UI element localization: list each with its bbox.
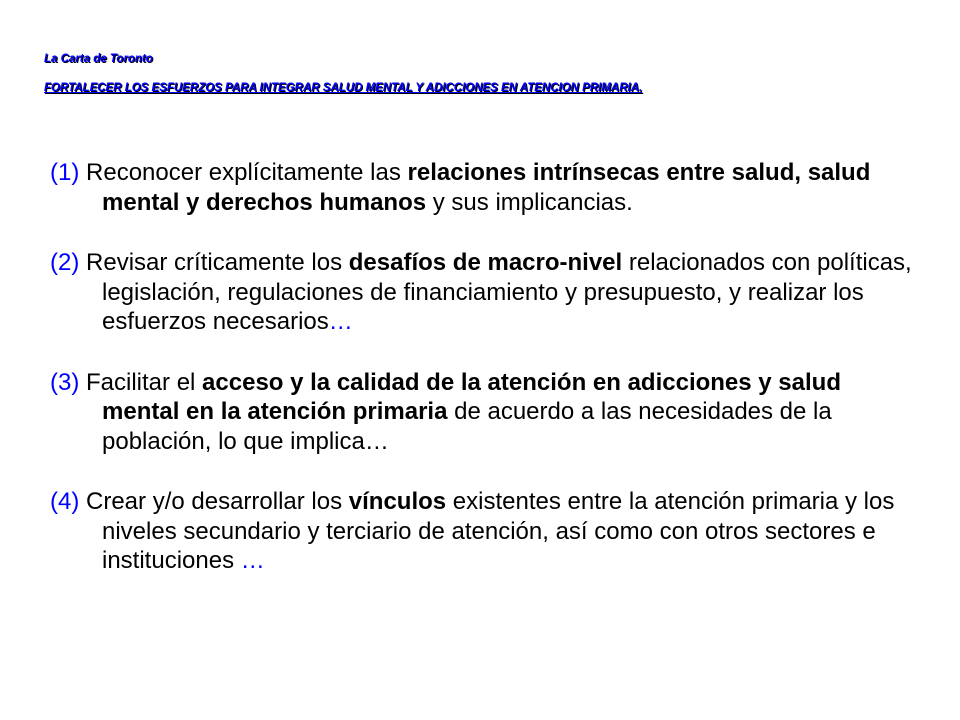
item-ellipsis: … <box>328 308 353 335</box>
item-text-bold: desafíos de macro-nivel <box>348 249 623 276</box>
list-item-1 <box>50 158 920 217</box>
item-number: (1) <box>50 159 80 186</box>
header-subtitle: FORTALECER LOS ESFUERZOS PARA INTEGRAR SALUD MENTAL Y ADICCIONES EN ATENCION PRIMARIA. <box>44 82 643 94</box>
header-title: La Carta de Toronto <box>44 53 153 65</box>
item-list <box>50 158 920 607</box>
item-text-post: existentes entre la atención primaria y los niveles secundario y terciario de atención, así como con otros sectores e instituciones <box>102 488 895 574</box>
item-number: (2) <box>50 249 80 276</box>
item-text-pre: Facilitar el <box>79 368 203 396</box>
item-text-bold: relaciones intrínsecas entre salud, salud mental y derechos humanos <box>102 159 871 216</box>
item-text-pre: Crear y/o desarrollar los <box>79 488 349 515</box>
list-item-4 <box>50 487 920 576</box>
item-text-pre: Reconocer explícitamente las <box>79 159 408 186</box>
item-number: (4) <box>50 488 80 515</box>
list-item-2 <box>50 248 920 337</box>
item-text-bold: acceso y la calidad de la atención en adicciones y salud mental en la atención primaria <box>102 368 841 425</box>
item-text-pre: Revisar críticamente los <box>79 249 349 276</box>
list-item-3 <box>50 368 920 457</box>
item-text-post: de acuerdo a las necesidades de la población, lo que implica… <box>102 398 832 455</box>
slide-header <box>44 52 924 95</box>
item-text-bold: vínculos <box>348 488 447 515</box>
item-text-post: relacionados con políticas, legislación, regulaciones de financiamiento y presupuesto, y realizar los esfuerzos necesarios <box>102 249 912 335</box>
item-text-post: y sus implicancias. <box>426 188 633 216</box>
item-ellipsis: … <box>240 547 265 574</box>
item-number: (3) <box>50 368 80 396</box>
